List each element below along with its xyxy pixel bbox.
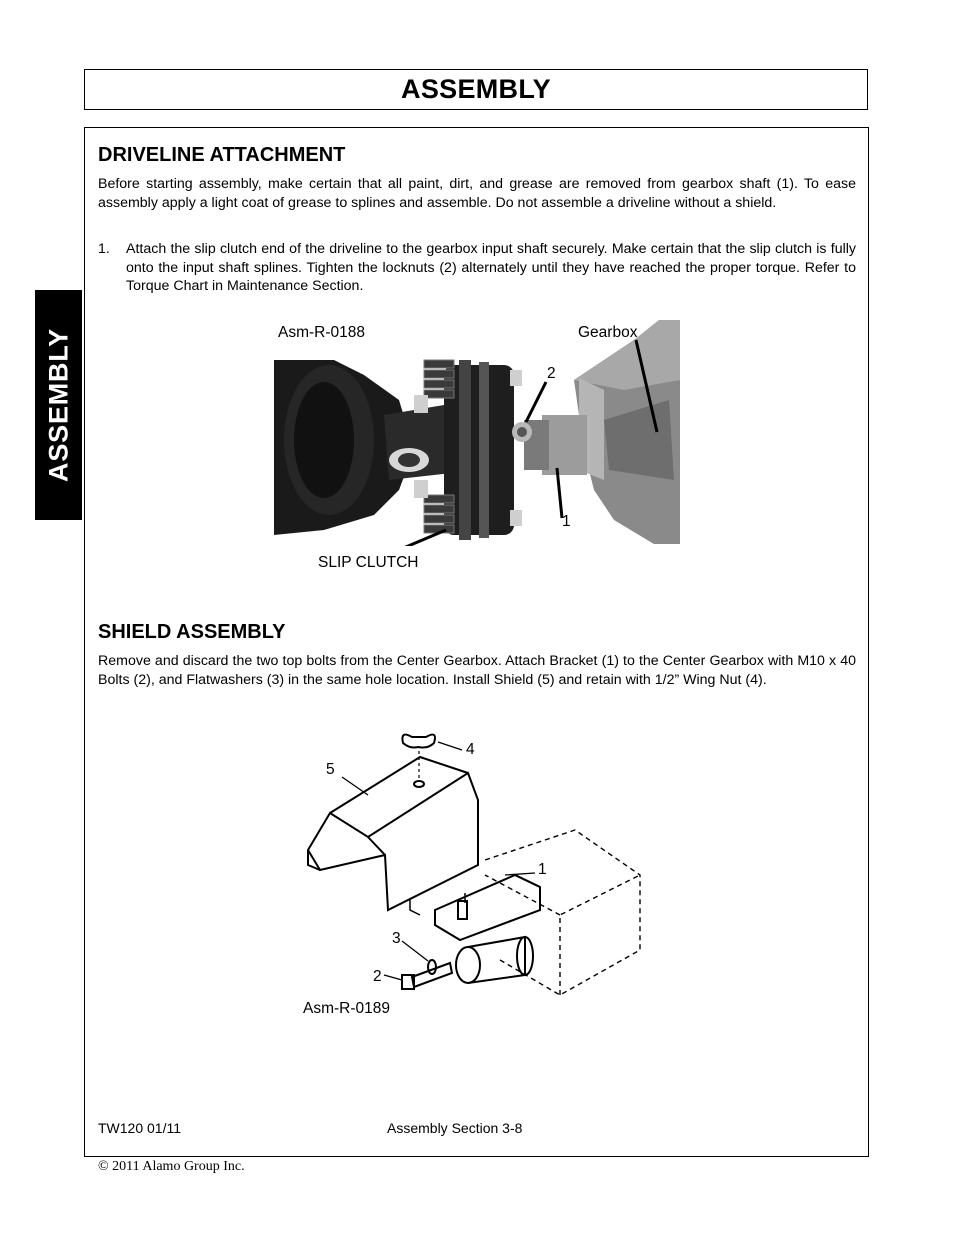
callout-1-bracket: 1 bbox=[538, 861, 547, 878]
step-text: Attach the slip clutch end of the driveline to the gearbox input shaft securely. Make certain that the slip clutch is fully onto the input shaft splines. Tighten the locknuts (2) alternately until they have reached the proper torque. Refer to Torque Chart in Maintenance Section. bbox=[126, 241, 856, 295]
driveline-intro: Before starting assembly, make certain that all paint, dirt, and grease are removed from gearbox shaft (1). To ease assembly apply a light coat of grease to splines and assemble. Do not assemble a driveline without a shield. bbox=[98, 176, 856, 211]
shield-heading: SHIELD ASSEMBLY bbox=[98, 621, 286, 643]
shield-intro: Remove and discard the two top bolts from the Center Gearbox. Attach Bracket (1) to the Center Gearbox with M10 x 40 Bolts (2), and Flatwashers (3) in the same hole location. Install Shield (5) and retain with 1/2” Wing Nut (4). bbox=[98, 653, 856, 688]
figure-id-label: Asm-R-0188 bbox=[278, 324, 365, 341]
slip-clutch-label: SLIP CLUTCH bbox=[318, 554, 419, 571]
shield-diagram bbox=[300, 725, 645, 1005]
callout-2: 2 bbox=[547, 365, 556, 382]
header-box bbox=[84, 69, 868, 110]
callout-1: 1 bbox=[562, 513, 571, 530]
gearbox-label: Gearbox bbox=[578, 324, 638, 341]
side-tab bbox=[35, 290, 82, 520]
copyright: © 2011 Alamo Group Inc. bbox=[98, 1159, 245, 1174]
driveline-heading: DRIVELINE ATTACHMENT bbox=[98, 144, 346, 166]
side-tab-label: ASSEMBLY bbox=[43, 328, 73, 482]
footer-section: Assembly Section 3-8 bbox=[387, 1120, 523, 1136]
callout-4: 4 bbox=[466, 741, 475, 758]
figure-id-label-2: Asm-R-0189 bbox=[303, 1000, 390, 1017]
callout-3: 3 bbox=[392, 930, 401, 947]
footer-model: TW120 01/11 bbox=[98, 1120, 182, 1136]
callout-2-bolt: 2 bbox=[373, 968, 382, 985]
step-number: 1. bbox=[98, 241, 110, 257]
list-item bbox=[98, 240, 856, 296]
callout-5: 5 bbox=[326, 761, 335, 778]
page-title: ASSEMBLY bbox=[401, 74, 551, 104]
driveline-photo bbox=[274, 320, 682, 546]
